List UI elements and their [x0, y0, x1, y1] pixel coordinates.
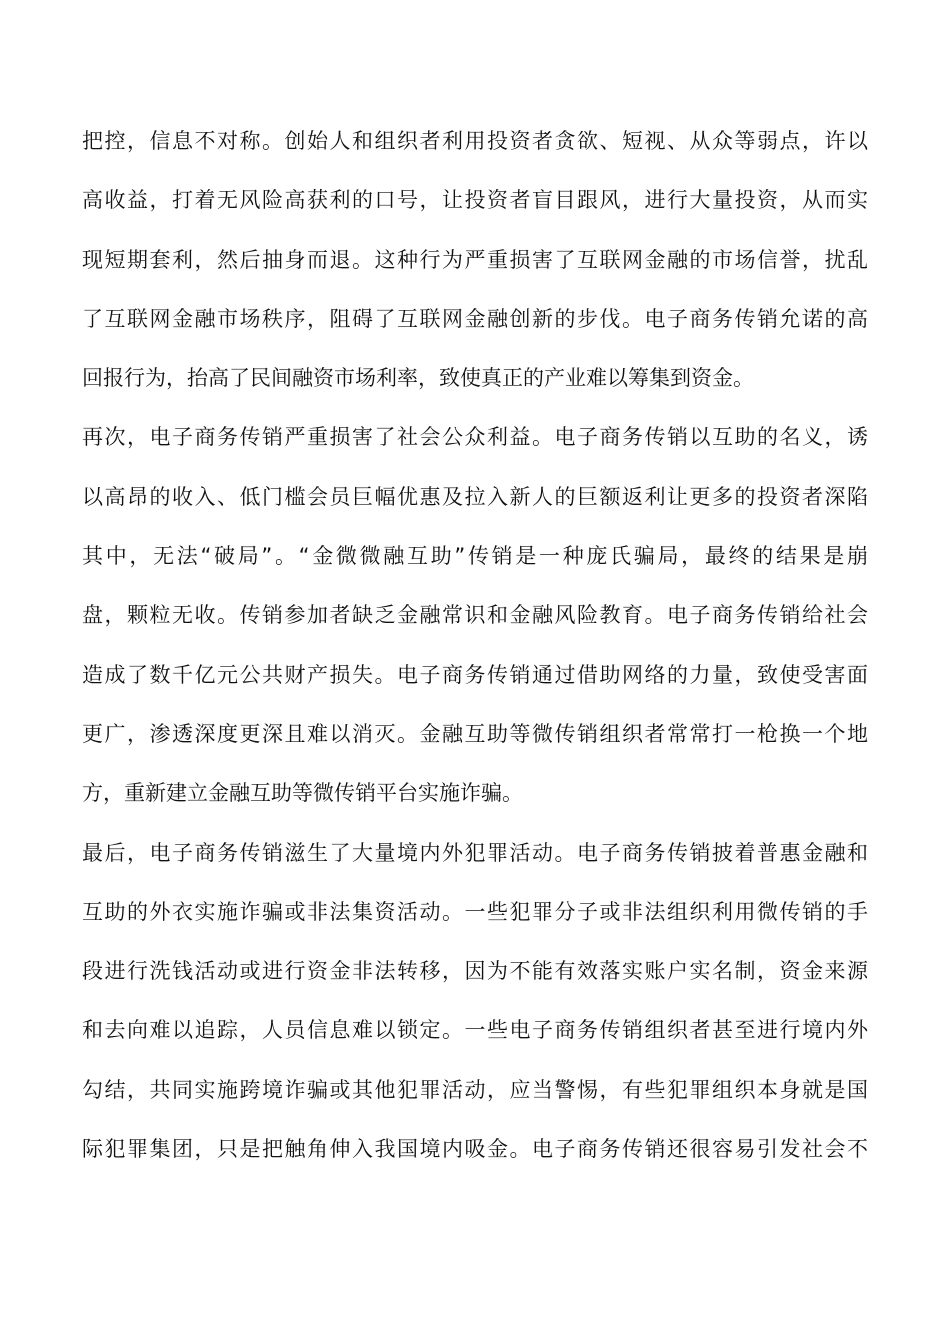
- text-line: 段进行洗钱活动或进行资金非法转移，因为不能有效落实账户实名制，资金来源: [82, 959, 868, 984]
- text-line: 互助的外衣实施诈骗或非法集资活动。一些犯罪分子或非法组织利用微传销的手: [82, 899, 868, 924]
- text-line: 现短期套利，然后抽身而退。这种行为严重损害了互联网金融的市场信誉，扰乱: [82, 247, 868, 272]
- text-line: 把控，信息不对称。创始人和组织者利用投资者贪欲、短视、从众等弱点，许以: [82, 129, 868, 153]
- text-line: 方，重新建立金融互助等微传销平台实施诈骗。: [82, 781, 523, 806]
- text-line: 最后，电子商务传销滋生了大量境内外犯罪活动。电子商务传销披着普惠金融和: [82, 840, 868, 865]
- text-line: 造成了数千亿元公共财产损失。电子商务传销通过借助网络的力量，致使受害面: [82, 662, 868, 687]
- paragraph-3: [82, 824, 868, 1180]
- paragraph-1: [82, 112, 868, 408]
- text-line: 其中，无法“破局”。“金微微融互助”传销是一种庞氏骗局，最终的结果是崩: [82, 544, 868, 569]
- text-line: 高收益，打着无风险高获利的口号，让投资者盲目跟风，进行大量投资，从而实: [82, 188, 868, 213]
- text-line: 回报行为，抬高了民间融资市场利率，致使真正的产业难以筹集到资金。: [82, 366, 754, 391]
- text-line: 际犯罪集团，只是把触角伸入我国境内吸金。电子商务传销还很容易引发社会不: [82, 1137, 868, 1162]
- text-line: 勾结，共同实施跨境诈骗或其他犯罪活动，应当警惕，有些犯罪组织本身就是国: [82, 1077, 868, 1102]
- document-body: [82, 112, 868, 1179]
- text-line: 了互联网金融市场秩序，阻碍了互联网金融创新的步伐。电子商务传销允诺的高: [82, 306, 868, 331]
- text-line: 以高昂的收入、低门槛会员巨幅优惠及拉入新人的巨额返利让更多的投资者深陷: [82, 484, 868, 509]
- paragraph-2: [82, 408, 868, 823]
- text-line: 更广，渗透深度更深且难以消灭。金融互助等微传销组织者常常打一枪换一个地: [82, 721, 868, 746]
- text-line: 和去向难以追踪，人员信息难以锁定。一些电子商务传销组织者甚至进行境内外: [82, 1018, 868, 1043]
- text-line: 再次，电子商务传销严重损害了社会公众利益。电子商务传销以互助的名义，诱: [82, 425, 868, 450]
- text-line: 盘，颗粒无收。传销参加者缺乏金融常识和金融风险教育。电子商务传销给社会: [82, 603, 868, 628]
